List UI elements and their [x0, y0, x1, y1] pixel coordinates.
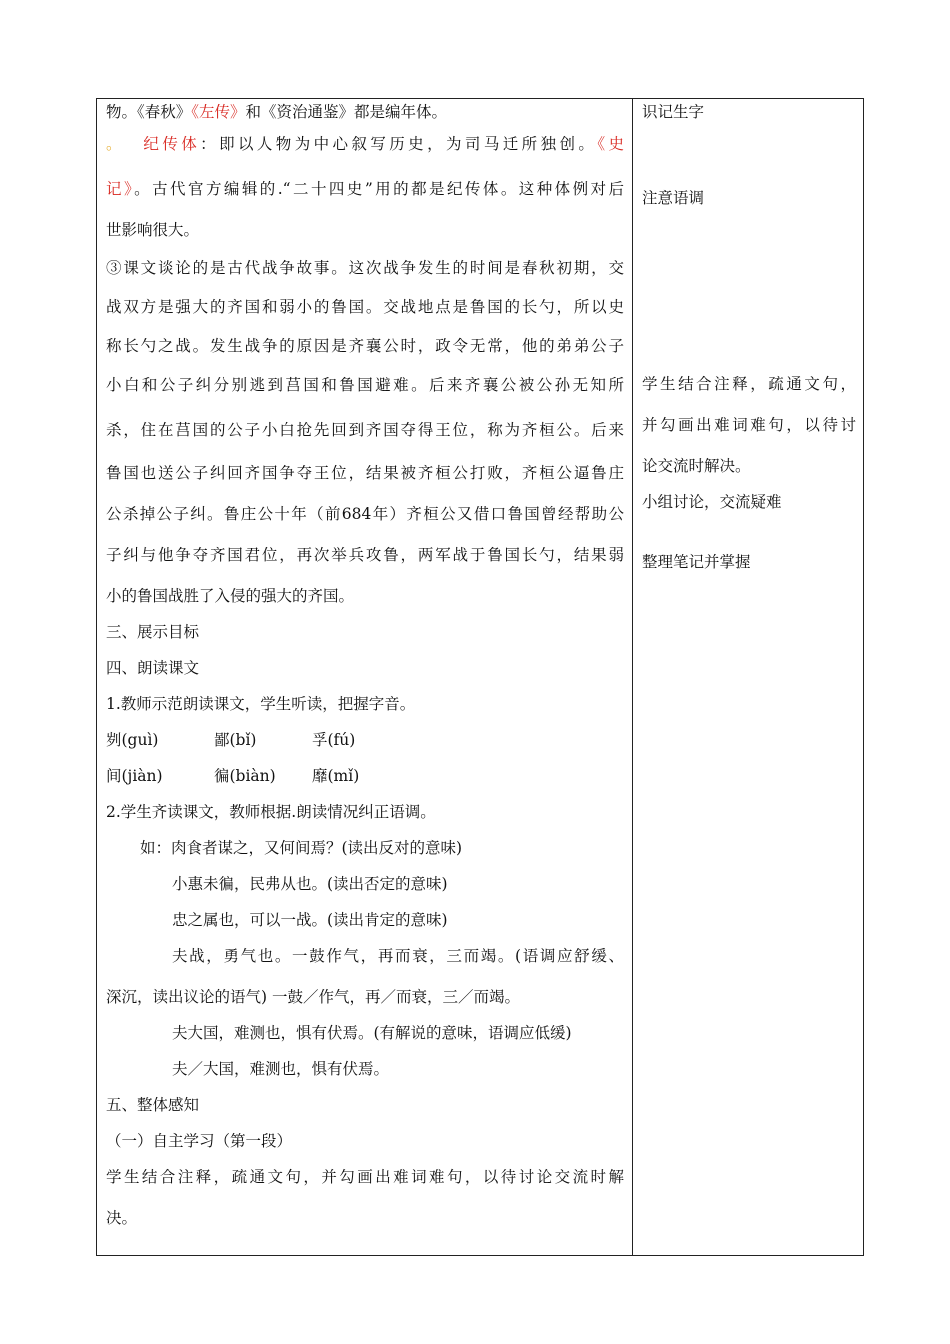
- example-line: 深沉，读出议论的语气) 一鼓／作气，再／而衰，三／而竭。: [106, 988, 520, 1006]
- section-heading: 三、展示目标: [106, 623, 200, 641]
- example-line: 忠之属也，可以一战。(读出肯定的意味): [172, 911, 448, 929]
- activity-note: 注意语调: [642, 189, 705, 207]
- example-line: 小惠未徧，民弗从也。(读出否定的意味): [172, 875, 448, 893]
- book-title-red: 记》: [106, 180, 135, 198]
- example-line: 如：肉食者谋之，又何间焉？(读出反对的意味): [140, 839, 463, 857]
- text-line: [106, 179, 624, 199]
- text-line: 世影响很大。: [106, 221, 200, 239]
- paragraph-line: 鲁国也送公子纠回齐国争夺王位，结果被齐桓公打败，齐桓公逼鲁庄: [106, 464, 624, 482]
- paragraph-line: 战双方是强大的齐国和弱小的鲁国。交战地点是鲁国的长勺，所以史: [106, 298, 624, 316]
- step-line: 2.学生齐读课文，教师根据.朗读情况纠正语调。: [106, 803, 436, 821]
- paragraph-line: 学生结合注释，疏通文句，并勾画出难词难句，以待讨论交流时解: [106, 1168, 624, 1186]
- activity-note: 并勾画出难词难句，以待讨: [642, 416, 856, 434]
- example-line: 夫／大国，难测也，惧有伏焉。: [172, 1060, 390, 1078]
- book-title-red: 《左传》: [191, 103, 246, 121]
- text-segment: 。古代官方编辑的.“二十四史”用的都是纪传体。这种体例对后: [134, 180, 624, 198]
- text-segment: ：即以人物为中心叙写历史，为司马迁所独创。: [200, 135, 598, 153]
- activity-note: 论交流时解决。: [642, 457, 751, 475]
- paragraph-line: 决。: [106, 1209, 138, 1227]
- term-red: 纪传体: [140, 135, 201, 153]
- section-heading: 四、朗读课文: [106, 659, 200, 677]
- lesson-table: [96, 98, 864, 1256]
- activity-note: 整理笔记并掌握: [642, 553, 751, 571]
- paragraph-line: 称长勺之战。发生战争的原因是齐襄公时，政令无常，他的弟弟公子: [106, 337, 624, 355]
- text-line: [106, 134, 624, 154]
- pinyin-item: 刿(guì): [106, 731, 159, 749]
- bullet-mark: 。: [106, 135, 122, 153]
- paragraph-line: 小白和公子纠分别逃到莒国和鲁国避难。后来齐襄公被公孙无知所: [106, 376, 624, 394]
- paragraph-line: 杀，住在莒国的公子小白抢先回到齐国夺得王位，称为齐桓公。后来: [106, 421, 624, 439]
- subsection-heading: （一）自主学习（第一段）: [106, 1132, 293, 1150]
- paragraph-line: ③课文谈论的是古代战争故事。这次战争发生的时间是春秋初期，交: [106, 259, 624, 277]
- example-line: 夫战，勇气也。一鼓作气，再而衰，三而竭。(语调应舒缓、: [172, 947, 624, 965]
- example-line: 夫大国，难测也，惧有伏焉。(有解说的意味，语调应低缓): [172, 1024, 572, 1042]
- activity-note: 识记生字: [642, 103, 705, 121]
- activity-note: 小组讨论，交流疑难: [642, 493, 782, 511]
- section-heading: 五、整体感知: [106, 1096, 200, 1114]
- pinyin-item: 孚(fú): [312, 731, 356, 749]
- activity-note: 学生结合注释，疏通文句，: [642, 375, 856, 393]
- paragraph-line: 子纠与他争夺齐国君位，再次举兵攻鲁，两军战于鲁国长勺，结果弱: [106, 546, 624, 564]
- paragraph-line: 小的鲁国战胜了入侵的强大的齐国。: [106, 587, 355, 605]
- text-line: [106, 102, 447, 122]
- text-segment: 物。《春秋》: [106, 103, 192, 121]
- pinyin-item: 鄙(bǐ): [214, 731, 257, 749]
- step-line: 1.教师示范朗读课文，学生听读，把握字音。: [106, 695, 416, 713]
- column-divider: [632, 99, 633, 1255]
- book-title-red: 《史: [597, 135, 624, 153]
- pinyin-item: 间(jiàn): [106, 767, 163, 785]
- text-segment: 和《资治通鉴》都是编年体。: [245, 103, 448, 121]
- pinyin-item: 徧(biàn): [214, 767, 276, 785]
- pinyin-item: 靡(mǐ): [312, 767, 360, 785]
- paragraph-line: 公杀掉公子纠。鲁庄公十年（前684年）齐桓公又借口鲁国曾经帮助公: [106, 505, 624, 523]
